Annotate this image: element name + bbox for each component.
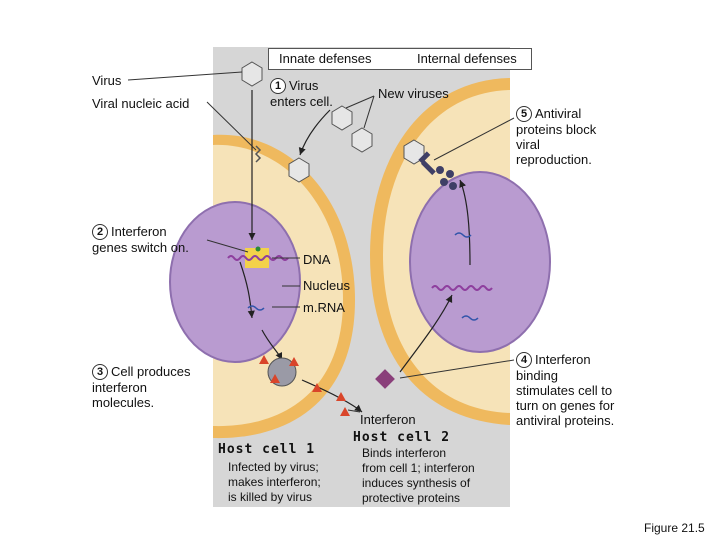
host-cell-1-line-1: Infected by virus; — [228, 460, 319, 474]
step-2-line-1: Interferon — [111, 224, 167, 239]
viral-nucleic-acid-label: Viral nucleic acid — [92, 96, 190, 111]
innate-defenses-label: Innate defenses — [279, 51, 372, 66]
step-2-label — [92, 224, 189, 255]
host-cell-2-title: Host cell 2 — [353, 430, 451, 445]
step-4-line-2: binding — [516, 368, 558, 383]
step-3-label — [92, 364, 191, 410]
step-5-line-4: reproduction. — [516, 152, 592, 167]
step-5-line-1: Antiviral — [535, 106, 582, 121]
virus-label: Virus — [92, 73, 122, 88]
step-4-line-5: antiviral proteins. — [516, 413, 615, 428]
step-5-number: 5 — [516, 106, 532, 122]
host-cell-2-line-1: Binds interferon — [362, 446, 447, 460]
step-5-label — [516, 106, 596, 167]
internal-defenses-label: Internal defenses — [417, 51, 517, 66]
step-4-line-1: Interferon — [535, 352, 591, 367]
step-4-line-3: stimulates cell to — [516, 383, 613, 398]
step-2-number: 2 — [92, 224, 108, 240]
step-3-number: 3 — [92, 364, 108, 380]
new-viruses-label: New viruses — [378, 86, 449, 101]
step-3-line-3: molecules. — [92, 395, 155, 410]
step-1-number: 1 — [270, 78, 286, 94]
step-1-line-2: enters cell. — [270, 94, 333, 109]
step-4-label — [516, 352, 614, 428]
host-cell-1-caption — [228, 460, 321, 505]
nucleus-label: Nucleus — [303, 278, 350, 293]
host-cell-2-line-4: protective proteins — [362, 491, 461, 505]
host-cell-1-line-2: makes interferon; — [228, 475, 321, 489]
host-cell-2-caption — [362, 446, 475, 506]
step-4-line-4: turn on genes for — [516, 398, 615, 413]
step-1-label — [270, 78, 333, 109]
interferon-label: Interferon — [360, 412, 416, 427]
host-cell-2-line-3: induces synthesis of — [362, 476, 471, 490]
step-3-line-2: interferon — [92, 380, 147, 395]
step-2-line-2: genes switch on. — [92, 240, 189, 255]
step-3-line-1: Cell produces — [111, 364, 191, 379]
host-cell-1-nucleus — [170, 202, 300, 362]
step-5-line-3: viral — [516, 137, 540, 152]
host-cell-1-title: Host cell 1 — [218, 442, 316, 457]
defenses-header — [268, 48, 532, 70]
host-cell-2-line-2: from cell 1; interferon — [362, 461, 475, 475]
dna-label: DNA — [303, 252, 331, 267]
step-4-number: 4 — [516, 352, 532, 368]
interferon-gene-dot — [256, 247, 261, 252]
mrna-label: m.RNA — [303, 300, 345, 315]
step-1-line-1: Virus — [289, 78, 319, 93]
step-5-line-2: proteins block — [516, 122, 597, 137]
figure-label: Figure 21.5 — [644, 521, 705, 535]
host-cell-1-line-3: is killed by virus — [228, 490, 313, 504]
host-cell-2-nucleus — [410, 172, 550, 352]
